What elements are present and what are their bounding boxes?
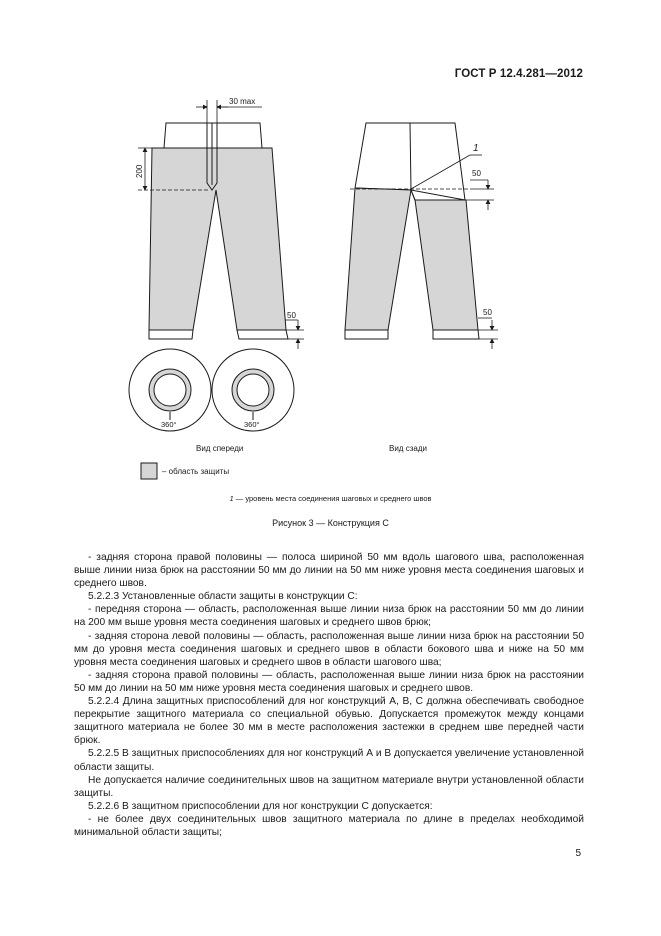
angle-right-label: 360° xyxy=(244,420,260,429)
paragraph: - не более двух соединительных швов защитного материала по длине в пределах необходимой минимальной области защиты; xyxy=(74,813,584,838)
paragraph: 5.2.2.5 В защитных приспособлениях для ног конструкций А и В допускается увеличение установленной области защиты. xyxy=(74,748,584,773)
paragraph: - задняя сторона правой половины — область, расположенная выше линии низа брюк на расстоянии 50 мм до линии на 50 мм ниже уровня места соединения шаговых и среднего швов. xyxy=(74,669,584,694)
dim-50-back-bottom-label: 50 xyxy=(483,308,492,317)
view-back-label: Вид сзади xyxy=(389,444,427,453)
paragraph: 5.2.2.3 Установленные области защиты в конструкции С: xyxy=(88,591,358,603)
dim-50-back-top xyxy=(466,180,494,210)
footnote-marker: 1 xyxy=(229,494,234,503)
body-text xyxy=(74,551,584,839)
paragraph: 5.2.2.4 Длина защитных приспособлений для ног конструкций А, В, С должна обеспечивать свободное перекрытие защитного материала со специальной обувью. Допускается промежуток между концами защитного материала не более 30 мм в месте расположения застежки в среднем шве передней части брюк. xyxy=(74,696,584,747)
angle-left-label: 360° xyxy=(161,420,177,429)
figure-caption: Рисунок 3 — Конструкция С xyxy=(272,518,389,528)
paragraph: - задняя сторона правой половины — полоса шириной 50 мм вдоль шагового шва, расположенная выше линии низа брюк на расстоянии 50 мм до линии на 50 мм ниже уровня места соединения шаговых и среднего швов. xyxy=(74,552,584,590)
paragraph: - задняя сторона левой половины — область, расположенная выше линии низа брюк на расстоянии 50 мм до уровня места соединения шаговых и среднего швов в области бокового шва и ниже на 50 мм уровня места соединения шаговых и среднего швов в области шагового шва; xyxy=(74,630,584,668)
view-front-label: Вид спереди xyxy=(196,444,244,453)
dim-50-back-bottom xyxy=(478,318,498,349)
legend-label: – область защиты xyxy=(162,467,230,476)
standard-header: ГОСТ Р 12.4.281—2012 xyxy=(454,68,583,80)
callout-1-label: 1 xyxy=(473,143,479,154)
paragraph: Не допускается наличие соединительных швов на защитном материале внутри установленной области защиты. xyxy=(74,774,584,799)
cross-section-left xyxy=(129,349,211,431)
legend-swatch xyxy=(141,463,157,479)
front-view-trousers xyxy=(149,123,288,339)
dim-50-back-top-label: 50 xyxy=(472,169,481,178)
dim-50-front xyxy=(285,320,304,349)
dim-30-max-label: 30 max xyxy=(229,97,256,106)
dim-50-front-label: 50 xyxy=(287,311,296,320)
figure-footnote xyxy=(0,494,661,503)
dim-200-label: 200 xyxy=(135,164,144,178)
cross-section-right xyxy=(212,349,294,431)
page-number: 5 xyxy=(575,848,581,859)
footnote-text: — уровень места соединения шаговых и среднего швов xyxy=(235,494,432,503)
back-view-trousers xyxy=(345,123,479,339)
paragraph: - передняя сторона — область, расположенная выше линии низа брюк на расстоянии 50 мм до линии на 200 мм выше уровня места соединения шаговых и среднего швов брюк; xyxy=(74,604,584,629)
paragraph: 5.2.2.6 В защитном приспособлении для ног конструкции С допускается: xyxy=(88,800,433,812)
